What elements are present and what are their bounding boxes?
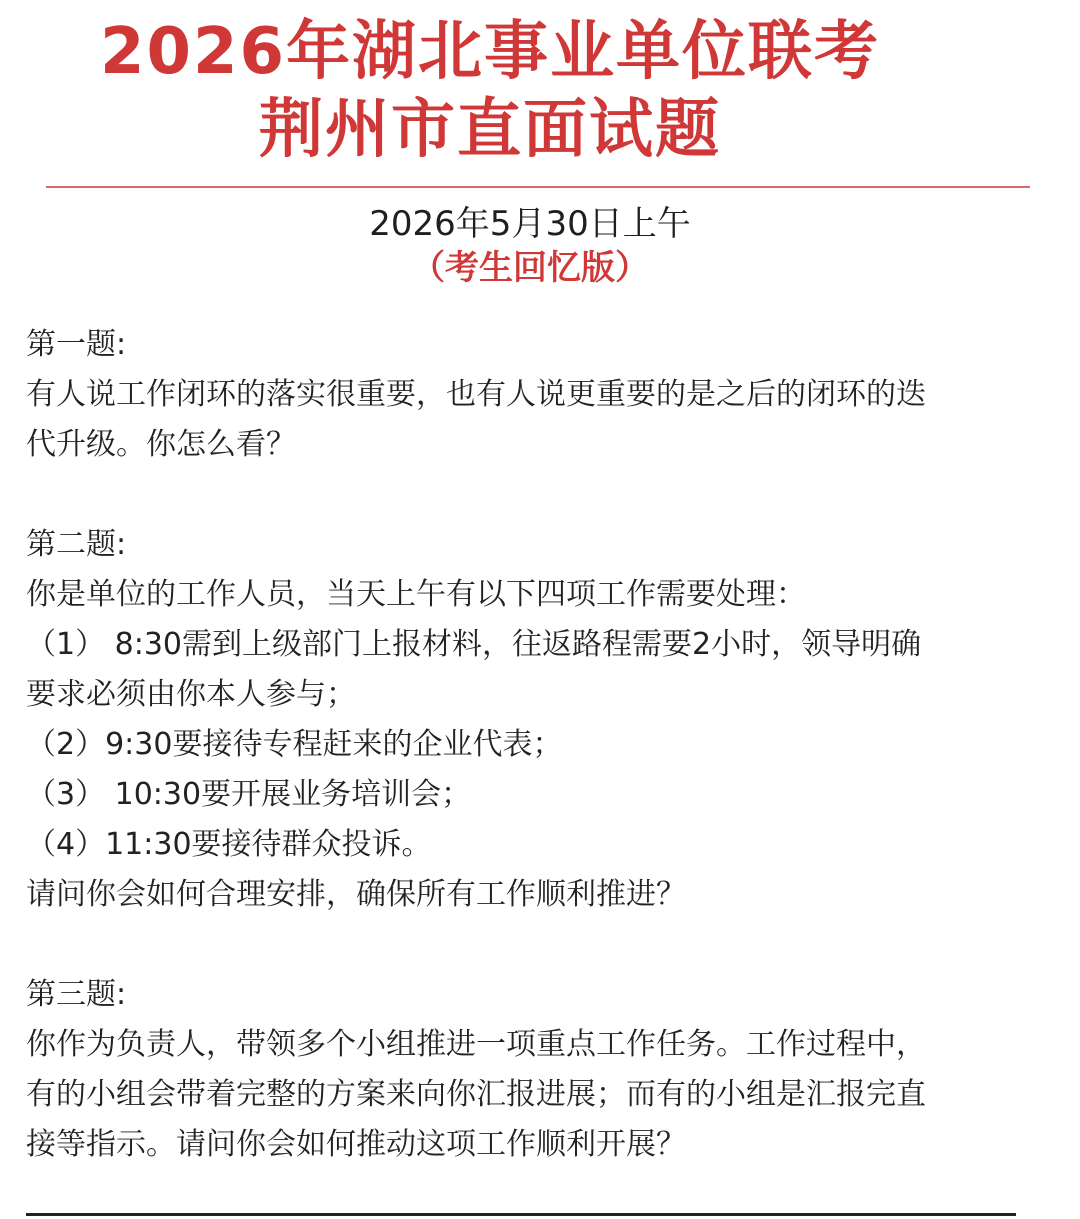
page-title-line-1: 2026年湖北事业单位联考	[99, 15, 881, 89]
question-text-line: （1） 8:30需到上级部门上报材料，往返路程需要2小时，领导明确	[26, 627, 922, 662]
question-text-line: 你是单位的工作人员，当天上午有以下四项工作需要处理：	[26, 577, 806, 612]
question-label: 第一题:	[26, 327, 127, 362]
question-text-line: （4）11:30要接待群众投诉。	[26, 827, 432, 862]
spacer	[26, 920, 1006, 970]
question-text-line: （3） 10:30要开展业务培训会；	[26, 777, 472, 812]
exam-date: 2026年5月30日上午	[369, 204, 691, 244]
question-text-line: 要求必须由你本人参与；	[26, 677, 356, 712]
question-text-line: 请问你会如何合理安排，确保所有工作顺利推进？	[26, 877, 686, 912]
question-1	[26, 320, 1006, 470]
question-text-line: 接等指示。请问你会如何推动这项工作顺利开展？	[26, 1127, 686, 1162]
question-text-line: 有人说工作闭环的落实很重要，也有人说更重要的是之后的闭环的迭	[26, 377, 926, 412]
question-text-line: 你作为负责人，带领多个小组推进一项重点工作任务。工作过程中，	[26, 1027, 926, 1062]
title-divider	[46, 186, 1030, 188]
edition-note: （考生回忆版）	[411, 248, 649, 288]
spacer	[26, 470, 1006, 520]
question-label: 第二题:	[26, 527, 127, 562]
question-label: 第三题:	[26, 977, 127, 1012]
question-3	[26, 970, 1006, 1170]
question-text-line: （2）9:30要接待专程赶来的企业代表；	[26, 727, 563, 762]
bottom-divider	[26, 1213, 1016, 1216]
page-title-line-2: 荆州市直面试题	[259, 93, 721, 167]
question-2	[26, 520, 1006, 920]
question-text-line: 有的小组会带着完整的方案来向你汇报进展；而有的小组是汇报完直	[26, 1077, 926, 1112]
questions-container	[26, 320, 1006, 1170]
question-text-line: 代升级。你怎么看？	[26, 427, 296, 462]
